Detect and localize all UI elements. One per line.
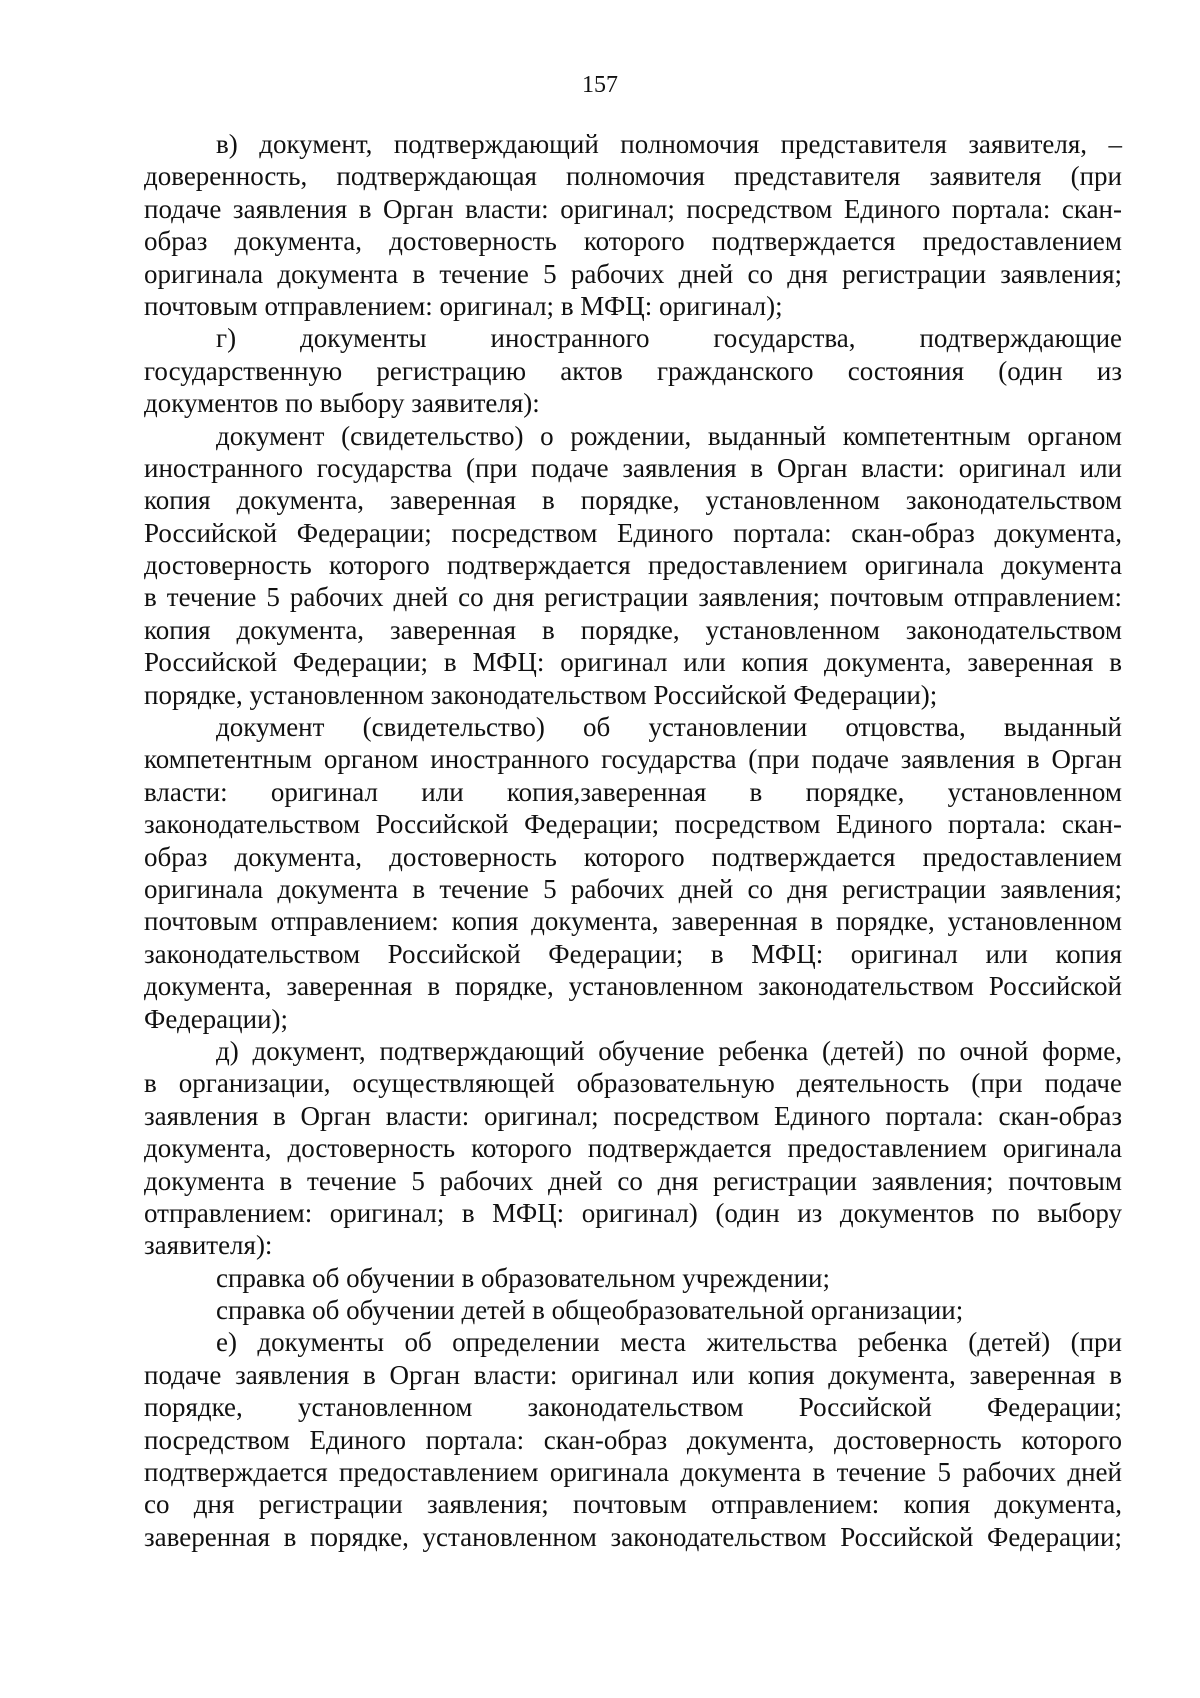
text-line: подтверждается предоставлением оригинала документа в течение 5 рабочих дней [144, 1457, 1122, 1488]
text-line: копия документа, заверенная в порядке, установленном законодательством [144, 614, 1122, 645]
text-line: порядке, установленном законодательством Российской Федерации; [144, 1392, 1122, 1423]
text-line: Федерации); [144, 1003, 289, 1034]
text-line: порядке, установленном законодательством Российской Федерации); [144, 679, 938, 710]
text-line: заверенная в порядке, установленном законодательством Российской Федерации; [144, 1521, 1122, 1552]
text-line: почтовым отправлением: копия документа, заверенная в порядке, установленном [144, 906, 1122, 937]
text-line: оригинала документа в течение 5 рабочих дней со дня регистрации заявления; [144, 873, 1122, 904]
text-line: подаче заявления в Орган власти: оригинал или копия документа, заверенная в [144, 1359, 1122, 1390]
text-line: справка об обучении детей в общеобразовательной организации; [216, 1295, 964, 1326]
text-line: документ (свидетельство) об установлении отцовства, выданный [216, 712, 1122, 743]
text-line: Российской Федерации; посредством Единого портала: скан-образ документа, [144, 517, 1122, 548]
text-line: в) документ, подтверждающий полномочия представителя заявителя, – [216, 129, 1122, 159]
text-line: документов по выбору заявителя): [144, 388, 540, 419]
text-line: е) документы об определении места жительства ребенка (детей) (при [216, 1327, 1122, 1358]
text-line: образ документа, достоверность которого подтверждается предоставлением [144, 841, 1122, 872]
text-line: подаче заявления в Орган власти: оригинал; посредством Единого портала: скан- [144, 193, 1122, 224]
text-line: документа в течение 5 рабочих дней со дня регистрации заявления; почтовым [144, 1165, 1122, 1196]
text-line: доверенность, подтверждающая полномочия представителя заявителя (при [144, 161, 1122, 192]
text-line: д) документ, подтверждающий обучение ребенка (детей) по очной форме, [216, 1035, 1122, 1066]
text-line: достоверность которого подтверждается предоставлением оригинала документа [144, 550, 1122, 581]
text-line: документа, заверенная в порядке, установленном законодательством Российской [144, 971, 1122, 1002]
document-body [144, 128, 1122, 1553]
text-line: почтовым отправлением: оригинал; в МФЦ: оригинал); [144, 290, 783, 321]
text-line: власти: оригинал или копия,заверенная в порядке, установленном [144, 776, 1122, 807]
text-line: посредством Единого портала: скан-образ документа, достоверность которого [144, 1424, 1122, 1455]
text-line: иностранного государства (при подаче заявления в Орган власти: оригинал или [144, 452, 1122, 483]
text-line: государственную регистрацию актов гражданского состояния (один из [144, 355, 1122, 386]
text-line: в организации, осуществляющей образовательную деятельность (при подаче [144, 1068, 1122, 1099]
page-number: 157 [582, 72, 618, 98]
text-line: копия документа, заверенная в порядке, установленном законодательством [144, 485, 1122, 516]
text-line: отправлением: оригинал; в МФЦ: оригинал) (один из документов по выбору [144, 1197, 1122, 1228]
text-line: справка об обучении в образовательном учреждении; [216, 1262, 830, 1293]
text-line: образ документа, достоверность которого подтверждается предоставлением [144, 226, 1122, 257]
text-line: в течение 5 рабочих дней со дня регистрации заявления; почтовым отправлением: [144, 582, 1122, 613]
text-line: со дня регистрации заявления; почтовым отправлением: копия документа, [144, 1489, 1122, 1520]
text-line: законодательством Российской Федерации; в МФЦ: оригинал или копия [144, 938, 1122, 969]
text-line: законодательством Российской Федерации; посредством Единого портала: скан- [144, 809, 1122, 840]
text-line: компетентным органом иностранного государства (при подаче заявления в Орган [144, 744, 1122, 775]
text-line: оригинала документа в течение 5 рабочих дней со дня регистрации заявления; [144, 258, 1122, 289]
text-line: заявителя): [144, 1230, 273, 1261]
text-line: Российской Федерации; в МФЦ: оригинал или копия документа, заверенная в [144, 647, 1122, 678]
text-line: документа, достоверность которого подтверждается предоставлением оригинала [144, 1133, 1122, 1164]
text-line: заявления в Орган власти: оригинал; посредством Единого портала: скан-образ [144, 1100, 1122, 1131]
text-line: г) документы иностранного государства, подтверждающие [216, 323, 1122, 354]
text-line: документ (свидетельство) о рождении, выданный компетентным органом [216, 420, 1122, 451]
